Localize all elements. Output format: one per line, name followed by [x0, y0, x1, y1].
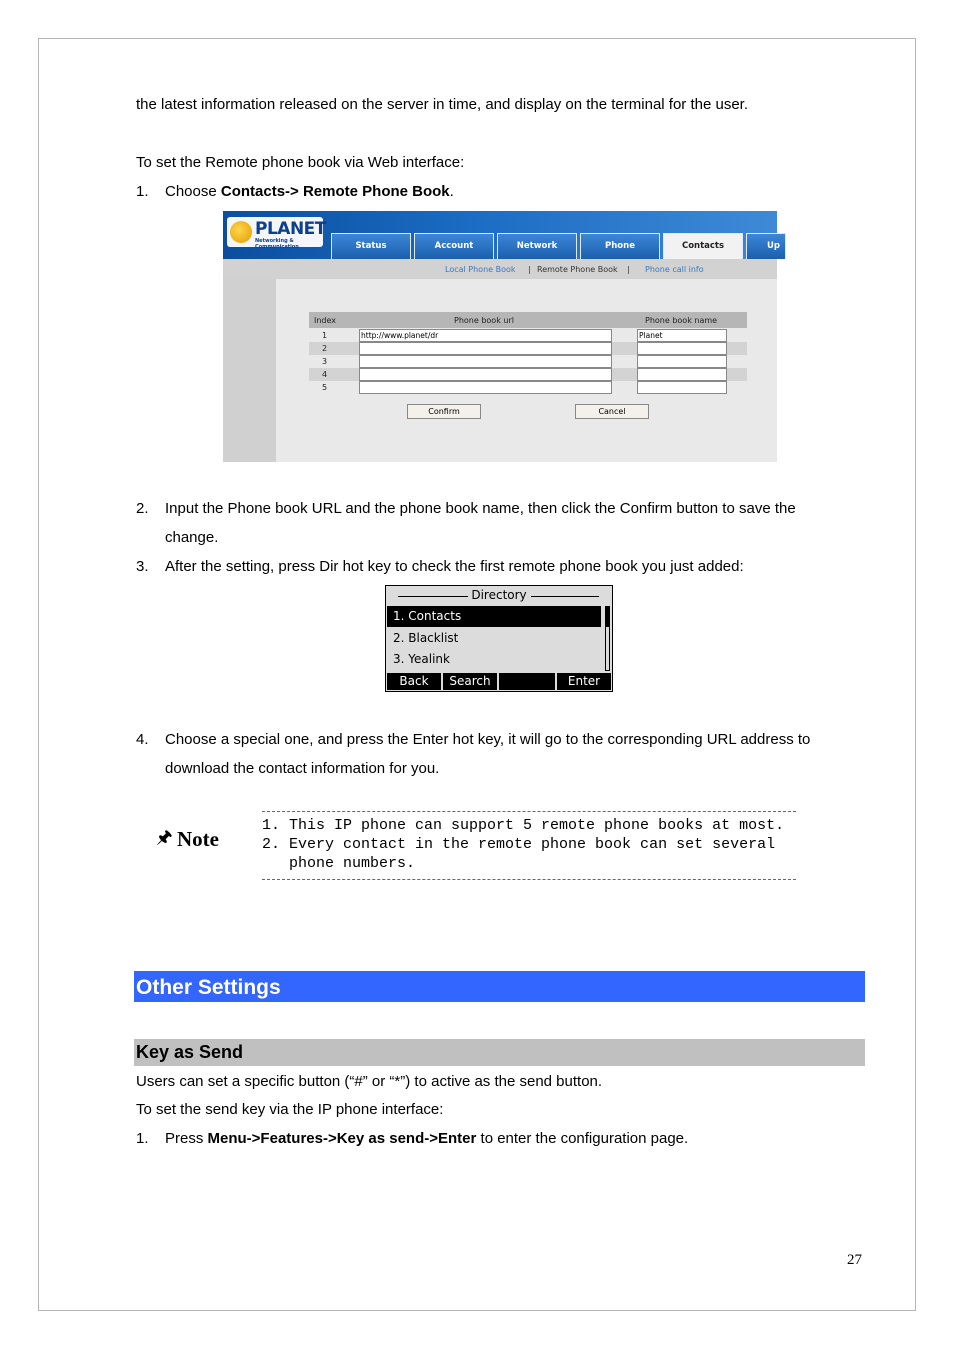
softkey-search[interactable]: Search — [443, 673, 497, 690]
step1-bold: Contacts-> Remote Phone Book — [220, 183, 450, 200]
subnav-separator: | — [627, 265, 630, 274]
step1-number: 1. — [136, 183, 149, 200]
phone-lcd-screenshot — [385, 585, 613, 692]
table-row — [309, 381, 747, 394]
web-intro: To set the Remote phone book via Web interface: — [136, 154, 465, 171]
phone-book-url-input[interactable] — [359, 368, 612, 381]
lcd-title-text: Directory — [468, 588, 529, 602]
tab-account[interactable]: Account — [414, 233, 494, 259]
table-row — [309, 329, 747, 342]
web-ui-screenshot — [223, 211, 780, 462]
web-table-header — [309, 312, 747, 328]
phone-book-name-input[interactable] — [637, 368, 727, 381]
phone-book-url-input[interactable] — [359, 355, 612, 368]
heading-other-settings: Other Settings — [134, 971, 865, 1002]
key-step1-pre: Press — [165, 1130, 208, 1147]
step1-pre: Choose — [165, 183, 221, 200]
heading-key-as-send: Key as Send — [134, 1039, 865, 1066]
subnav-separator: | — [528, 265, 531, 274]
key-paragraph-1: Users can set a specific button (“#” or “*”) to active as the send button. — [136, 1073, 603, 1090]
note-line: 2. Every contact in the remote phone book can set several — [262, 836, 776, 853]
tab-network[interactable]: Network — [497, 233, 577, 259]
lcd-item-blacklist[interactable]: 2. Blacklist — [393, 631, 459, 645]
step4-line1: Choose a special one, and press the Enter hot key, it will go to the corresponding URL address to — [165, 731, 811, 748]
tab-status[interactable]: Status — [331, 233, 411, 259]
key-step1-number: 1. — [136, 1130, 149, 1147]
table-row — [309, 355, 747, 368]
tab-contacts[interactable]: Contacts — [663, 233, 743, 259]
logo-text: PLANET — [255, 219, 326, 239]
planet-logo — [227, 217, 326, 250]
step1-text — [165, 183, 454, 201]
lcd-title — [386, 588, 612, 602]
key-step1-bold: Menu->Features->Key as send->Enter — [207, 1130, 477, 1147]
page-number: 27 — [847, 1252, 862, 1268]
subnav-local-phone-book[interactable]: Local Phone Book — [445, 265, 516, 274]
softkey-empty[interactable] — [499, 673, 555, 690]
row-index: 1 — [322, 331, 328, 340]
subnav-phone-call-info[interactable]: Phone call info — [645, 265, 704, 274]
step3-number: 3. — [136, 558, 149, 575]
pushpin-icon: 🖈︎ — [156, 827, 173, 847]
key-step1-post: to enter the configuration page. — [476, 1130, 689, 1147]
logo-subtitle: Networking & Communication — [255, 238, 299, 250]
softkey-back[interactable]: Back — [387, 673, 441, 690]
lcd-item-yealink[interactable]: 3. Yealink — [393, 652, 450, 666]
confirm-button[interactable]: Confirm — [407, 404, 481, 419]
col-name: Phone book name — [645, 316, 718, 325]
col-index: Index — [314, 316, 337, 325]
phone-book-url-input[interactable]: http://www.planet/dr — [359, 329, 612, 342]
web-left-column — [223, 279, 276, 462]
lcd-scrollbar[interactable] — [605, 606, 610, 671]
note-line: 1. This IP phone can support 5 remote phone books at most. — [262, 817, 785, 834]
phone-book-name-input[interactable]: Planet — [637, 329, 727, 342]
web-subnav — [223, 259, 777, 279]
row-index: 3 — [322, 357, 328, 366]
phone-book-url-input[interactable] — [359, 381, 612, 394]
step4-number: 4. — [136, 731, 149, 748]
phone-book-name-input[interactable] — [637, 342, 727, 355]
intro-line: the latest information released on the server in time, and display on the terminal for the user. — [136, 96, 748, 113]
logo-globe-icon — [230, 221, 252, 243]
subnav-remote-phone-book[interactable]: Remote Phone Book — [537, 265, 618, 274]
cancel-button[interactable]: Cancel — [575, 404, 649, 419]
lcd-item-contacts[interactable]: 1. Contacts — [387, 606, 601, 627]
lcd-scroll-thumb[interactable] — [606, 607, 609, 627]
row-index: 2 — [322, 344, 328, 353]
row-index: 5 — [322, 383, 328, 392]
key-step1-text — [165, 1130, 688, 1148]
note-title: Note — [177, 827, 219, 851]
step2-number: 2. — [136, 500, 149, 517]
step4-line2: download the contact information for you. — [165, 760, 440, 777]
step3-text: After the setting, press Dir hot key to check the first remote phone book you just added: — [165, 558, 744, 575]
note-bottom-rule — [262, 879, 796, 880]
note-top-rule — [262, 811, 796, 812]
tab-phone[interactable]: Phone — [580, 233, 660, 259]
tab-upgrade[interactable]: Up — [746, 233, 786, 259]
note-line: phone numbers. — [262, 855, 416, 872]
col-url: Phone book url — [454, 316, 514, 325]
table-row — [309, 342, 747, 355]
phone-book-url-input[interactable] — [359, 342, 612, 355]
softkey-enter[interactable]: Enter — [557, 673, 611, 690]
row-index: 4 — [322, 370, 328, 379]
step1-post: . — [449, 183, 454, 200]
key-paragraph-2: To set the send key via the IP phone interface: — [136, 1101, 444, 1118]
phone-book-name-input[interactable] — [637, 381, 727, 394]
step2-line1: Input the Phone book URL and the phone book name, then click the Confirm button to save the — [165, 500, 796, 517]
phone-book-name-input[interactable] — [637, 355, 727, 368]
table-row — [309, 368, 747, 381]
step2-line2: change. — [165, 529, 219, 546]
